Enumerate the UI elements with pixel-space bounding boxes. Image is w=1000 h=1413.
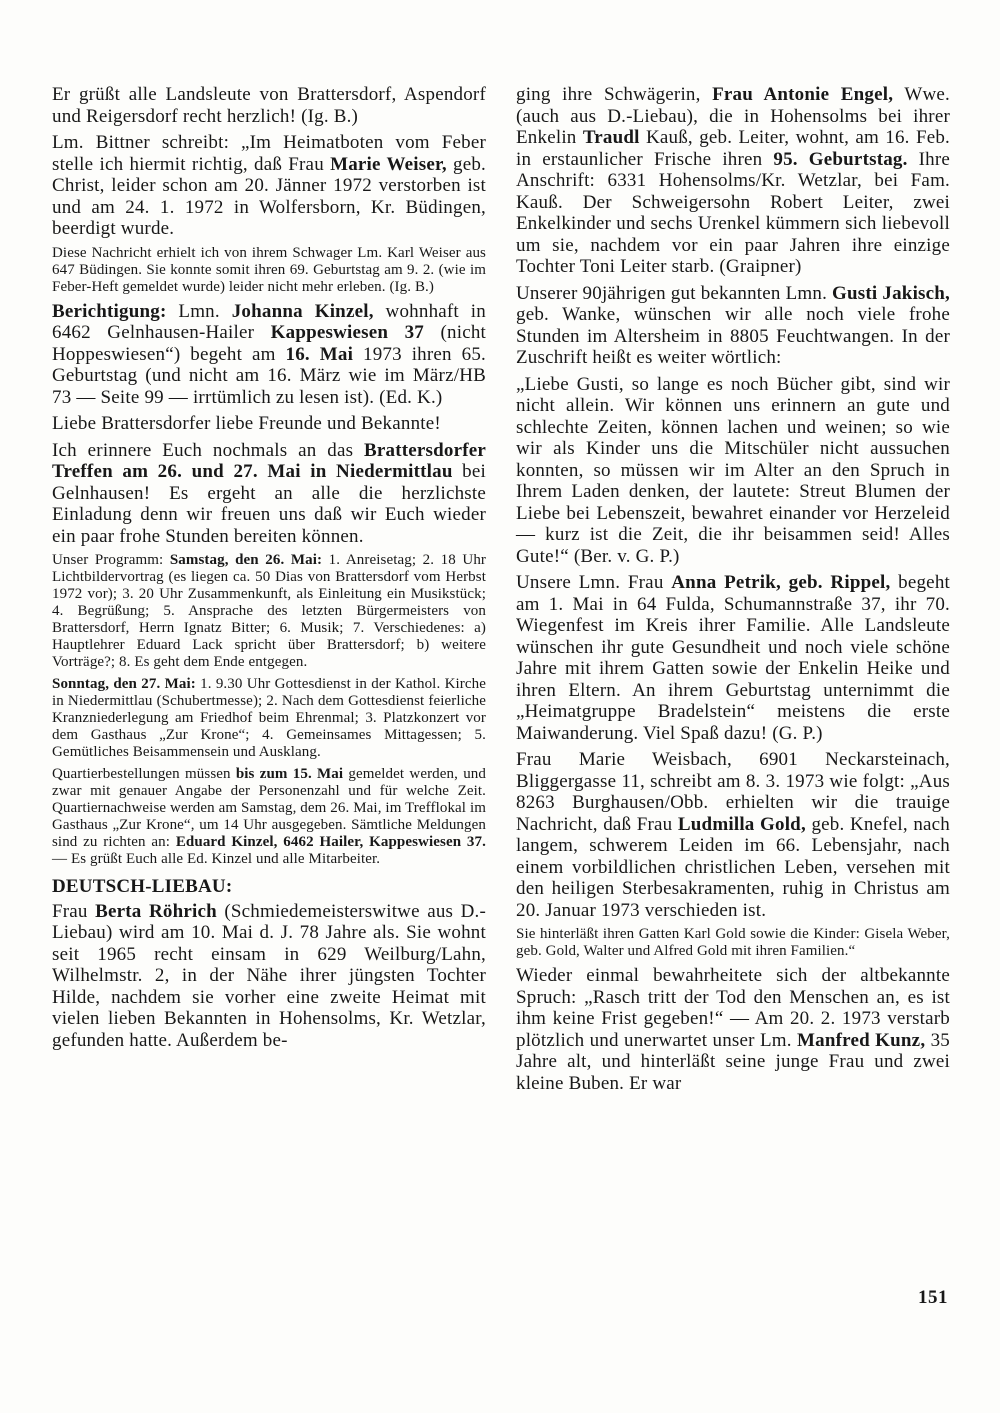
text-segment: Unser Programm: [52, 552, 170, 568]
paragraph [52, 766, 486, 868]
text-segment: Unserer 90jährigen gut bekannten Lmn. [516, 282, 833, 304]
text-segment: Traudl [582, 127, 640, 148]
text-segment: Unsere Lmn. Frau [516, 572, 672, 593]
text-segment: Wieder einmal bewahrheitete sich der altbekannte Spruch: „Rasch tritt der Tod den Menschen an, es ist ihm keine Frist gegeben!“ — Am 20. 2. 1973 verstarb plötzlich und unerwartet unser Lm. [516, 965, 950, 1051]
text-segment: Frau Antonie Engel, [712, 84, 894, 105]
paragraph [516, 374, 950, 568]
paragraph [52, 676, 486, 761]
text-segment: Berichtigung: [52, 300, 167, 322]
text-segment: Diese Nachricht erhielt ich von ihrem Schwager Lm. Karl Weiser aus 647 Büdingen. Sie konnte somit ihren 69. Geburtstag am 9. 2. (wie im Feber-Heft gemeldet wurde) leider nicht mehr erleben. (Ig. B.) [52, 244, 486, 295]
paragraph [52, 84, 486, 127]
text-segment: Quartierbestellungen müssen [52, 766, 236, 782]
text-segment: (nicht Hoppeswiesen“) begeht am [52, 322, 487, 365]
text-segment: Ludmilla Gold, [677, 813, 806, 835]
text-segment: (Schmiedemeisterswitwe aus D.-Liebau) wird am 10. Mai d. J. 78 Jahre als. Sie wohnt seit 1965 recht einsam in 629 Weilburg/Lahn, Wilhelmstr. 2, in der Nähe ihrer jüngsten Tochter Hilde, nachdem sie vorher eine zweite Heimat mit vielen lieben Bekannten in Hohensolms, Kr. Wetzlar, gefunden hatte. Außerdem be- [52, 900, 487, 1051]
text-segment: geb. Knefel, nach langem, schwerem Leiden im 66. Lebensjahr, nach einem vorbildlichen christlichen Leben, versehen mit den heiligen Sterbesakramenten, ruhig in Christus am 20. Januar 1973 verschieden ist. [516, 813, 950, 921]
text-segment: „Liebe Gusti, so lange es noch Bücher gibt, sind wir nicht allein. Wir können uns erinnern an gute und schlechte Zeiten, können lachen und weinen; so wie wir als Kinder uns die Mitschüler nicht aussuchen konnten, so müssen wir im Alter an den Spruch in Ihrem Laden denken, der lautete: Streut Blumen der Liebe bei Lebenszeit, bewahret einander vor Herzeleid — kurz ist die Zeit, die ihr beisammen seid! Alles Gute!“ (Ber. v. G. P.) [516, 373, 950, 567]
text-segment: Berta Röhrich [95, 900, 217, 922]
text-segment: 1. 9.30 Uhr Gottesdienst in der Kathol. Kirche in Niedermittlau (Schubertmesse); 2. Nach dem Gottesdienst feierliche Kranzniederlegung am Friedhof beim Ehrenmal; 3. Platzkonzert vor dem Gasthaus „Zur Krone“; 4. Gemeinsames Mittagessen; 5. Gemütliches Beisammensein und Ausklang. [52, 676, 486, 760]
text-segment: Marie Weiser, [330, 153, 447, 175]
paragraph [516, 965, 950, 1094]
paragraph [516, 84, 950, 278]
text-segment: begeht am 1. Mai in 64 Fulda, Schumannstraße 37, ihr 70. Wiegenfest im Kreis ihrer Familie. Alle Landsleute wünschen ihr gute Gesundheit und noch viele schöne Jahre mit ihrem Gatten sowie der Enkelin Heike und ihren Eltern. An ihrem Geburtstag unternimmt die „Heimatgruppe Bradelstein“ meistens die erste Maiwanderung. Viel Spaß dazu! (G. P.) [516, 572, 950, 744]
text-segment: bei Gelnhausen! Es ergeht an alle die herzlichste Einladung denn wir freuen uns daß wir Euch wieder ein paar frohe Stunden bereiten können. [52, 461, 486, 547]
text-segment: Anna Petrik, geb. Rippel, [671, 572, 891, 593]
text-segment: Ich erinnere Euch nochmals an das [52, 439, 364, 461]
text-segment: Gusti Jakisch, [832, 282, 950, 304]
text-segment: geb. Christ, leider schon am 20. Jänner 1972 verstorben ist und am 24. 1. 1972 in Wolfersborn, Kr. Büdingen, beerdigt wurde. [52, 153, 486, 239]
text-segment: Sie hinterläßt ihren Gatten Karl Gold sowie die Kinder: Gisela Weber, geb. Gold, Walter und Alfred Gold mit ihren Familien.“ [516, 926, 950, 959]
text-segment: Liebe Brattersdorfer liebe Freunde und Bekannte! [52, 413, 441, 434]
paragraph [52, 132, 486, 240]
text-segment: Lm. Bittner schreibt: „Im Heimatboten vom Feber stelle ich hiermit richtig, daß Frau [52, 132, 486, 175]
text-segment: 35 Jahre alt, und hinterläßt seine junge Frau und zwei kleine Buben. Er war [516, 1029, 950, 1094]
text-segment: Brattersdorfer Treffen am 26. und 27. Mai in Niedermittlau [52, 439, 486, 482]
text-segment: Ihre Anschrift: 6331 Hohensolms/Kr. Wetzlar, bei Fam. Kauß. Der Schweigersohn Robert Leiter, zwei Enkelkinder und sechs Urenkel kümmern sich liebevoll um sie, nachdem vor ein paar Jahren ihre einzige Tochter Toni Leiter starb. (Graipner) [516, 148, 950, 277]
text-segment: Manfred Kunz, [797, 1029, 926, 1051]
text-segment: DEUTSCH-LIEBAU: [52, 876, 233, 897]
text-segment: Eduard Kinzel, 6462 Hailer, Kappeswiesen 37. [175, 834, 486, 850]
text-segment: Johanna Kinzel, [231, 300, 374, 322]
paragraph [52, 552, 486, 671]
page-number: 151 [918, 1287, 948, 1308]
text-segment: ging ihre Schwägerin, [516, 84, 713, 105]
text-segment: wohnhaft in 6462 Gelnhausen-Hailer [52, 300, 486, 343]
paragraph [52, 413, 486, 435]
text-columns [52, 84, 950, 1099]
paragraph [516, 283, 950, 369]
text-segment: Sonntag, den 27. Mai: [52, 676, 196, 692]
text-segment: bis zum 15. Mai [235, 766, 344, 782]
paragraph [516, 572, 950, 744]
paragraph [516, 749, 950, 921]
text-segment: 1973 ihren 65. Geburtstag (und nicht am 16. März wie im März/HB 73 — Seite 99 — irrtümlich zu lesen ist). (Ed. K.) [52, 343, 486, 408]
paragraph [52, 901, 486, 1052]
text-segment: Kappeswiesen 37 [270, 322, 425, 343]
text-segment: — Es grüßt Euch alle Ed. Kinzel und alle Mitarbeiter. [52, 851, 381, 867]
text-segment: Frau [52, 900, 96, 922]
text-segment: Samstag, den 26. Mai: [169, 552, 323, 568]
left-column [52, 84, 486, 1099]
text-segment: Frau Marie Weisbach, 6901 Neckarsteinach, Bliggergasse 11, schreibt am 8. 3. 1973 wie folgt: „Aus 8263 Burghausen/Obb. erhielten wir die trauige Nachricht, daß Frau [516, 749, 950, 835]
right-column [516, 84, 950, 1099]
paragraph [516, 926, 950, 960]
text-segment: 95. Geburtstag. [773, 148, 908, 170]
paragraph [52, 245, 486, 296]
text-segment: gemeldet werden, und zwar mit genauer Angabe der Personenzahl und für welche Zeit. Quartiernachweise werden am Samstag, dem 26. Mai, im Trefflokal im Gasthaus „Zur Krone“, um 14 Uhr ausgegeben. Sämtliche Meldungen sind zu richten an: [52, 766, 487, 850]
text-segment: 16. Mai [285, 343, 354, 365]
text-segment: Wwe. (auch aus D.-Liebau), die in Hohensolms bei ihrer Enkelin [516, 84, 950, 148]
paragraph [52, 301, 486, 409]
text-segment: geb. Wanke, wünschen wir alle noch viele frohe Stunden im Altersheim in 8805 Feuchtwangen. In der Zuschrift heißt es weiter wörtlich: [516, 304, 950, 368]
section-heading [52, 876, 486, 898]
text-segment: Er grüßt alle Landsleute von Brattersdorf, Aspendorf und Reigersdorf recht herzlich! (Ig. B.) [52, 84, 486, 127]
text-segment: 1. Anreisetag; 2. 18 Uhr Lichtbildervortrag (es liegen ca. 50 Dias von Brattersdorf vom Herbst 1972 vor); 3. 20 Uhr Zusammenkunft, als Einleitung ein Musikstück; 4. Begrüßung; 5. Ansprache des letzten Bürgermeisters von Brattersdorf, Herrn Ignatz Bitter; 6. Musik; 7. Verschiedenes: a) Hauptlehrer Eduard Lack spricht über Brattersdorf; b) weitere Vorträge?; 8. Es geht dem Ende entgegen. [52, 552, 487, 670]
text-segment: Kauß, geb. Leiter, wohnt, am 16. Feb. in erstaunlicher Frische ihren [516, 127, 950, 170]
text-segment: Lmn. [166, 300, 232, 322]
paragraph [52, 440, 486, 548]
